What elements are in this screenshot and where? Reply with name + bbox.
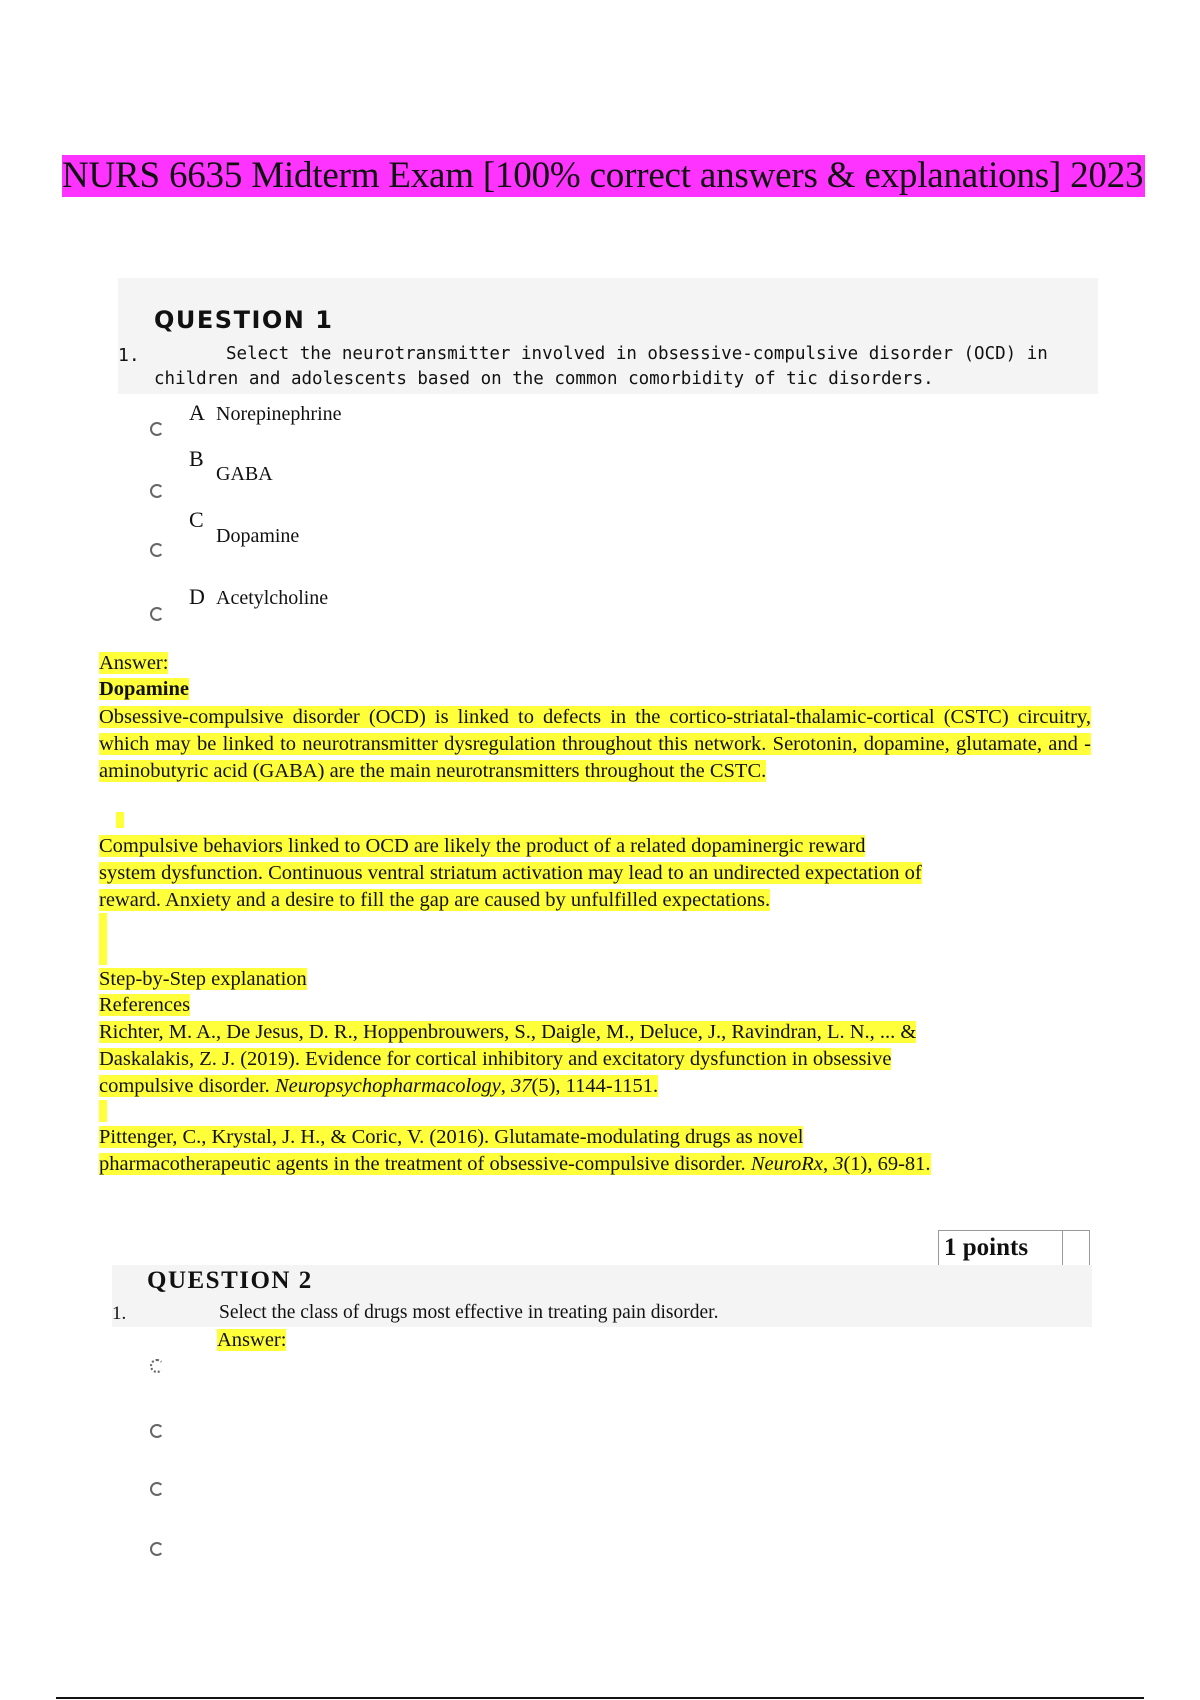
reference-1-line1: Richter, M. A., De Jesus, D. R., Hoppenbrouwers, S., Daigle, M., Deluce, J., Ravindran, L. N., ... & <box>99 1021 917 1043</box>
question-2-option-radio[interactable] <box>150 1482 164 1496</box>
reference-2-line1: Pittenger, C., Krystal, J. H., & Coric, V. (2016). Glutamate-modulating drugs as novel <box>99 1126 804 1148</box>
option-c-text[interactable]: Dopamine <box>216 525 300 547</box>
points-box: 1 points <box>938 1230 1090 1266</box>
option-c-radio[interactable] <box>150 543 164 557</box>
option-d-text[interactable]: Acetylcholine <box>216 587 329 609</box>
question-1-heading: QUESTION 1 <box>154 306 334 334</box>
option-d-radio[interactable] <box>150 607 164 621</box>
footer-rule <box>56 1697 1144 1699</box>
answer-label: Answer: <box>99 652 169 674</box>
option-a-letter: A <box>189 400 205 425</box>
highlight-spacer <box>99 913 107 965</box>
question-2-answer-label: Answer: <box>217 1329 287 1351</box>
option-a-radio[interactable] <box>150 422 164 436</box>
question-2-text: Select the class of drugs most effective in treating pain disorder. <box>219 1302 719 1323</box>
option-c-letter: C <box>189 507 204 532</box>
step-by-step-label: Step-by-Step explanation <box>99 968 307 990</box>
reference-1-line2: Daskalakis, Z. J. (2019). Evidence for cortical inhibitory and excitatory dysfunction in obsessive <box>99 1048 892 1070</box>
option-d-letter: D <box>189 584 205 609</box>
explanation-2-line3: reward. Anxiety and a desire to fill the gap are caused by unfulfilled expectations. <box>99 889 771 911</box>
question-2-number: 1. <box>112 1303 127 1324</box>
question-2-option-radio[interactable] <box>150 1424 164 1438</box>
highlight-spacer <box>99 1100 107 1122</box>
option-a-text[interactable]: Norepinephrine <box>216 403 342 425</box>
question-1-text-line2: children and adolescents based on the common comorbidity of tic disorders. <box>154 369 934 389</box>
option-b-text[interactable]: GABA <box>216 463 273 485</box>
explanation-paragraph-1: Obsessive-compulsive disorder (OCD) is linked to defects in the cortico-striatal-thalamic-cortical (CSTC) circuitry, which may be linked to neurotransmitter dysregulation throughout this network. Serotonin, dopamine, glutamate, and -aminobutyric acid (GABA) are the main neurotransmitters throughout the CSTC. <box>99 706 1091 782</box>
reference-2-line2: pharmacotherapeutic agents in the treatment of obsessive-compulsive disorder. NeuroRx, 3(1), 69-81. <box>99 1153 931 1175</box>
option-b-radio[interactable] <box>150 484 164 498</box>
question-2-heading: QUESTION 2 <box>147 1267 313 1294</box>
answer-value: Dopamine <box>99 678 189 700</box>
explanation-2-line1: Compulsive behaviors linked to OCD are likely the product of a related dopaminergic reward <box>99 835 866 857</box>
references-label: References <box>99 994 191 1016</box>
question-1-number: 1. <box>118 345 140 366</box>
highlight-spacer <box>116 812 124 828</box>
document-title: NURS 6635 Midterm Exam [100% correct answers & explanations] 2023 <box>62 155 1144 196</box>
option-b-letter: B <box>189 446 204 471</box>
explanation-2-line2: system dysfunction. Continuous ventral striatum activation may lead to an undirected expectation of <box>99 862 922 884</box>
question-2-option-radio[interactable] <box>150 1359 164 1373</box>
reference-1-line3: compulsive disorder. Neuropsychopharmacology, 37(5), 1144-1151. <box>99 1075 659 1097</box>
question-1-text-line1: Select the neurotransmitter involved in obsessive-compulsive disorder (OCD) in <box>226 344 1048 364</box>
question-2-option-radio[interactable] <box>150 1542 164 1556</box>
